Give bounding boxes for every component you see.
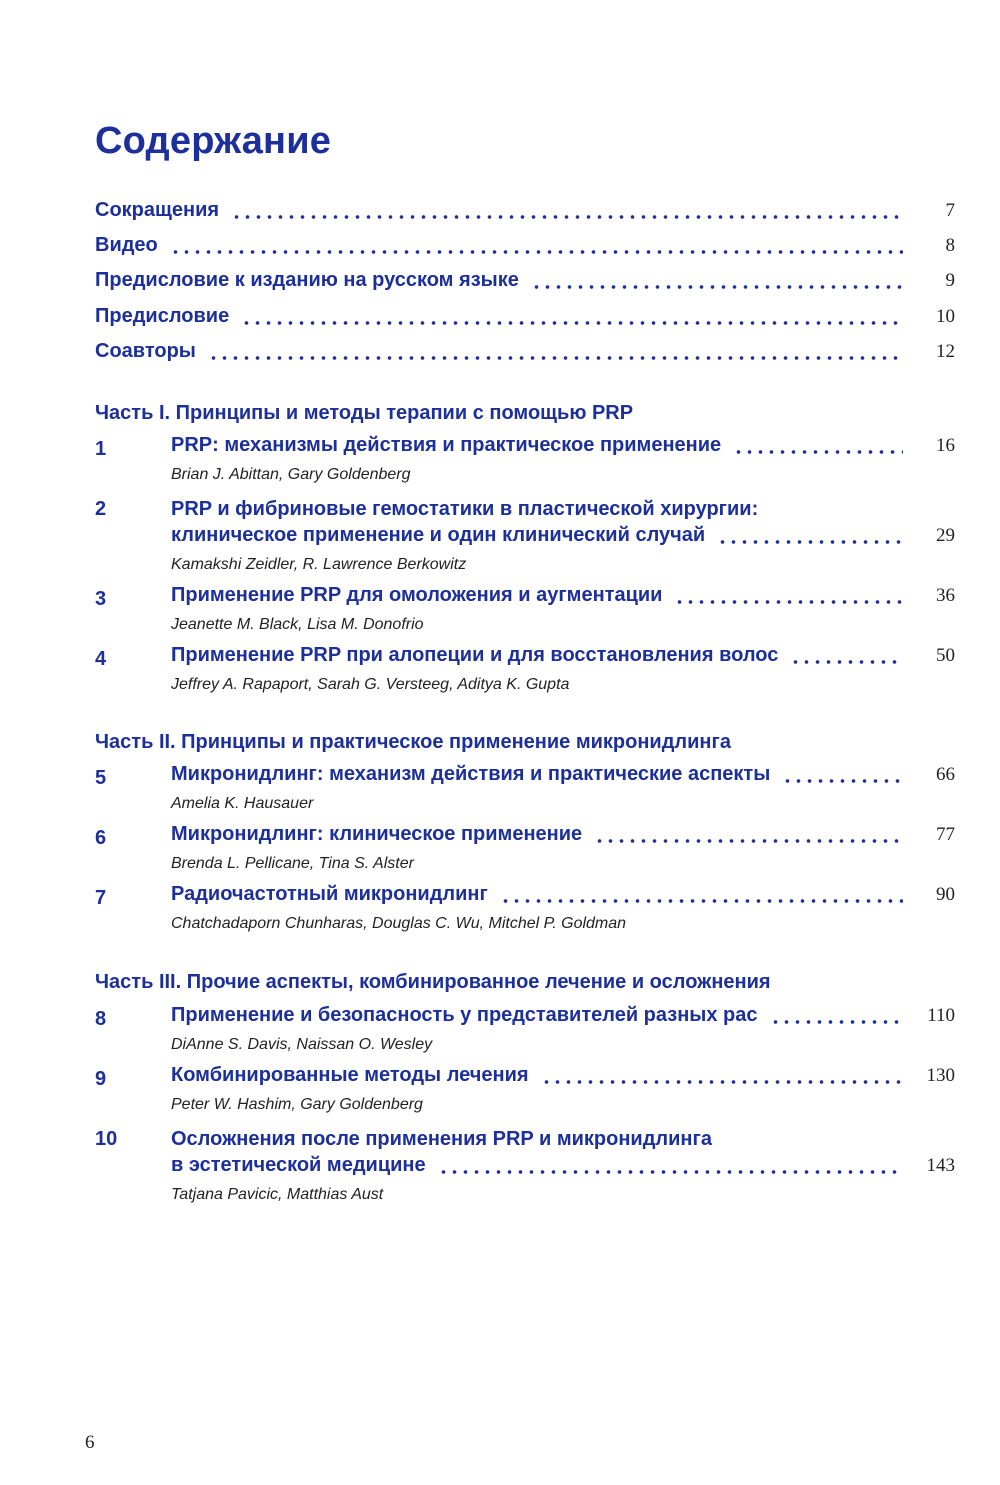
chapter-authors: Jeanette M. Black, Lisa M. Donofrio — [171, 616, 424, 633]
toc-entry-page: 7 — [945, 200, 955, 221]
chapter-entry-2[interactable] — [95, 494, 955, 576]
dot-leader — [782, 778, 903, 784]
dot-leader — [717, 539, 903, 545]
dot-leader — [790, 659, 903, 665]
dot-leader — [170, 249, 903, 255]
chapter-entry-10[interactable] — [95, 1124, 955, 1206]
toc-entry-abbreviations[interactable] — [95, 199, 955, 229]
chapter-entry-3[interactable] — [95, 584, 955, 636]
toc-entry-russian-preface[interactable] — [95, 269, 955, 299]
toc-entry-title: Предисловие к изданию на русском языке — [95, 269, 519, 291]
chapter-title: Применение PRP при алопеции и для восстановления волос — [171, 644, 779, 666]
toc-entry-title: Сокращения — [95, 199, 220, 221]
dot-leader — [770, 1019, 903, 1025]
chapter-number: 1 — [95, 438, 107, 460]
chapter-number: 2 — [95, 498, 107, 520]
chapter-page: 77 — [936, 824, 955, 845]
chapter-title: Микронидлинг: клиническое применение — [171, 823, 583, 845]
part-heading: Часть III. Прочие аспекты, комбинированное лечение и осложнения — [95, 971, 771, 993]
chapter-page: 110 — [927, 1005, 955, 1026]
chapter-page: 50 — [936, 645, 955, 666]
chapter-title: Комбинированные методы лечения — [171, 1064, 529, 1086]
chapter-title: Применение и безопасность у представителей разных рас — [171, 1004, 758, 1026]
chapter-title-continued: в эстетической медицине — [171, 1154, 426, 1176]
chapter-title: PRP: механизмы действия и практическое применение — [171, 434, 722, 456]
chapter-authors: Peter W. Hashim, Gary Goldenberg — [171, 1096, 423, 1113]
chapter-authors: DiAnne S. Davis, Naissan O. Wesley — [171, 1036, 433, 1053]
chapter-number: 6 — [95, 827, 107, 849]
dot-leader — [438, 1169, 903, 1175]
dot-leader — [531, 284, 903, 290]
chapter-authors: Chatchadaporn Chunharas, Douglas C. Wu, Mitchel P. Goldman — [171, 915, 627, 932]
chapter-authors: Amelia K. Hausauer — [171, 795, 314, 812]
dot-leader — [594, 838, 903, 844]
chapter-title: Радиочастотный микронидлинг — [171, 883, 488, 905]
toc-entry-contributors[interactable] — [95, 340, 955, 370]
chapter-authors: Jeffrey A. Rapaport, Sarah G. Versteeg, Aditya K. Gupta — [171, 676, 570, 693]
dot-leader — [241, 320, 903, 326]
dot-leader — [541, 1079, 903, 1085]
chapter-page: 29 — [936, 525, 955, 546]
chapter-authors: Brenda L. Pellicane, Tina S. Alster — [171, 855, 414, 872]
part-heading: Часть I. Принципы и методы терапии с помощью PRP — [95, 402, 634, 424]
chapter-page: 16 — [936, 435, 955, 456]
chapter-entry-8[interactable] — [95, 1004, 955, 1056]
dot-leader — [674, 599, 903, 605]
toc-entry-video[interactable] — [95, 234, 955, 264]
chapter-number: 8 — [95, 1008, 107, 1030]
dot-leader — [500, 898, 903, 904]
chapter-entry-1[interactable] — [95, 434, 955, 486]
toc-entry-title: Видео — [95, 234, 158, 256]
chapter-authors: Tatjana Pavicic, Matthias Aust — [171, 1186, 384, 1203]
chapter-entry-5[interactable] — [95, 763, 955, 815]
chapter-number: 5 — [95, 767, 107, 789]
dot-leader — [231, 214, 903, 220]
toc-entry-page: 12 — [936, 341, 955, 362]
toc-entry-page: 9 — [945, 270, 955, 291]
chapter-entry-6[interactable] — [95, 823, 955, 875]
chapter-title: Микронидлинг: механизм действия и практические аспекты — [171, 763, 771, 785]
chapter-page: 36 — [936, 585, 955, 606]
toc-entry-preface[interactable] — [95, 305, 955, 335]
chapter-entry-7[interactable] — [95, 883, 955, 935]
dot-leader — [208, 355, 903, 361]
chapter-page: 130 — [926, 1065, 955, 1086]
chapter-page: 143 — [926, 1155, 955, 1176]
chapter-number: 10 — [95, 1128, 118, 1150]
toc-entry-title: Соавторы — [95, 340, 196, 362]
toc-heading: Содержание — [95, 120, 332, 162]
chapter-number: 9 — [95, 1068, 107, 1090]
chapter-title: PRP и фибриновые гемостатики в пластической хирургии: — [171, 498, 759, 520]
chapter-page: 90 — [936, 884, 955, 905]
toc-entry-title: Предисловие — [95, 305, 230, 327]
chapter-entry-9[interactable] — [95, 1064, 955, 1116]
toc-entry-page: 8 — [945, 235, 955, 256]
dot-leader — [733, 449, 903, 455]
chapter-page: 66 — [936, 764, 955, 785]
chapter-number: 4 — [95, 648, 107, 670]
chapter-title: Осложнения после применения PRP и микронидлинга — [171, 1128, 712, 1150]
page-number: 6 — [85, 1432, 95, 1453]
chapter-title-continued: клиническое применение и один клинический случай — [171, 524, 706, 546]
chapter-entry-4[interactable] — [95, 644, 955, 696]
chapter-number: 3 — [95, 588, 107, 610]
toc-entry-page: 10 — [936, 306, 955, 327]
chapter-number: 7 — [95, 887, 107, 909]
part-heading: Часть II. Принципы и практическое применение микронидлинга — [95, 731, 731, 753]
chapter-title: Применение PRP для омоложения и аугментации — [171, 584, 663, 606]
chapter-authors: Brian J. Abittan, Gary Goldenberg — [171, 466, 411, 483]
chapter-authors: Kamakshi Zeidler, R. Lawrence Berkowitz — [171, 556, 467, 573]
